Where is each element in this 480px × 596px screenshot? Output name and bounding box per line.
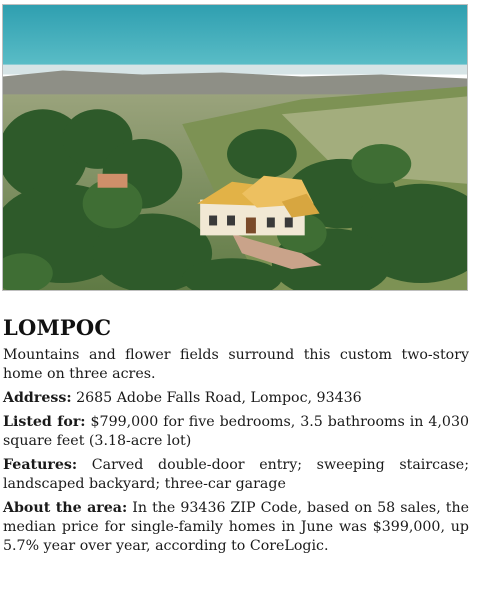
address-paragraph [3,389,469,408]
house-aerial-image [3,5,467,290]
address-label: Address: [3,390,72,406]
area-label: About the area: [3,500,128,516]
listing-photo [2,4,468,291]
area-value: In the 93436 ZIP Code, based on 58 sales, the median price for single-family homes in June was $399,000, up 5.7% year over year, according to CoreLogic. [3,500,469,554]
listed-paragraph [3,413,469,451]
intro-paragraph: Mountains and flower fields surround this custom two-story home on three acres. [3,347,469,382]
listed-value: $799,000 for five bedrooms, 3.5 bathrooms in 4,030 square feet (3.18-acre lot) [3,414,469,449]
features-paragraph [3,456,469,494]
address-value: 2685 Adobe Falls Road, Lompoc, 93436 [71,390,362,406]
features-value: Carved double-door entry; sweeping staircase; landscaped backyard; three-car garage [3,457,469,492]
listing-article [3,314,469,561]
features-label: Features: [3,457,78,473]
listed-label: Listed for: [3,414,86,430]
headline: LOMPOC [3,315,112,340]
area-paragraph [3,499,469,556]
